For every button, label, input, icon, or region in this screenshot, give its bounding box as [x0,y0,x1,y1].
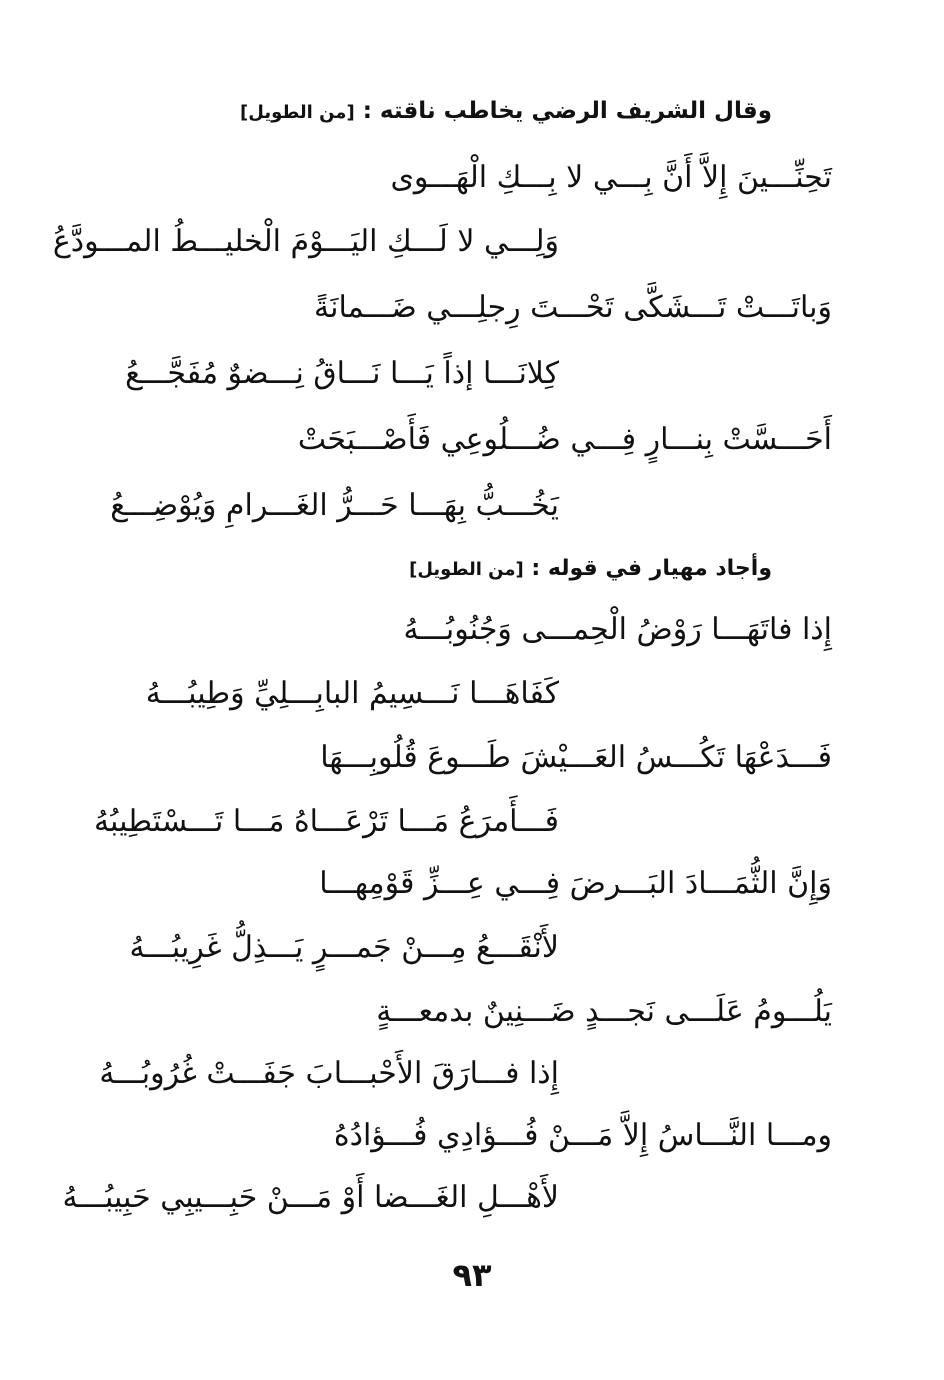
poem-line: فَـــأَمرَعُ مَـــا تَرْعَـــاهُ مَـــا تَـــسْتَطِيبُهُ [93,804,559,839]
poem-line: لأَهْـــلِ الغَـــضا أَوْ مَـــنْ حَبِـــيبِي حَبِيبُـــهُ [62,1180,559,1215]
poem-line: إِذا فـــارَقَ الأَحْبـــابَ جَفَـــتْ غُرُوبُـــهُ [99,1056,559,1091]
poem-line: وَلِـــي لا لَـــكِ اليَـــوْمَ الْخليـــطُ المـــودَّعُ [52,224,559,259]
poem-line: وَإِنَّ الثُّمَـــادَ البَـــرضَ فِـــي عِـــزِّ قَوْمِهـــا [319,866,832,901]
section-heading [240,98,772,124]
poem-line: وَباتَـــتْ تَـــشَكَّى تَحْـــتَ رِجلِـــي ضَـــمانَةً [314,290,832,325]
section-intro: وقال الشريف الرضي يخاطب ناقته : [362,98,772,124]
poem-line: يَخُـــبُّ بِهَـــا حَـــرُّ الغَـــرامِ وَيُوْضِـــعُ [110,488,559,523]
poem-line: تَحِنِّـــينَ إِلاَّ أَنَّ بِـــي لا بِـــكِ الْهَـــوى [390,160,832,195]
page-number: ٩٣ [452,1256,492,1294]
section-heading [409,556,772,581]
poem-line: كَفَاهَـــا نَـــسِيمُ البابِـــلِيِّ وَطِيبُـــهُ [145,676,559,711]
meter-label: [من الطويل] [240,102,355,123]
poem-line: يَلُـــومُ عَلَـــى نَجـــدٍ ضَـــنِينٌ بدمعـــةٍ [376,994,832,1029]
poem-line: كِلانَـــا إذاً يَـــا نَـــاقُ نِـــضوٌ مُفَجَّـــعُ [125,356,559,391]
poem-line: ومـــا النَّـــاسُ إِلاَّ مَـــنْ فُـــؤادِي فُـــؤادُهُ [333,1118,832,1153]
poem-line: فَـــدَعْهَا تَكُـــسُ العَـــيْشَ طَـــوعَ قُلُوبِـــهَا [320,740,832,775]
meter-label: [من الطويل] [409,559,524,580]
poem-line: لأَنْقَـــعُ مِـــنْ جَمـــرٍ يَـــذِلُّ غَرِيبُـــهُ [129,930,559,965]
poem-line: إِذا فاتَهَـــا رَوْضُ الْحِمـــى وَجُنُوبُـــهُ [403,612,832,647]
section-intro: وأجاد مهيار في قوله : [531,556,772,581]
poem-line: أَحَـــسَّتْ بِنـــارٍ فِـــي ضُـــلُوعِي فَأَصْـــبَحَتْ [297,422,832,457]
